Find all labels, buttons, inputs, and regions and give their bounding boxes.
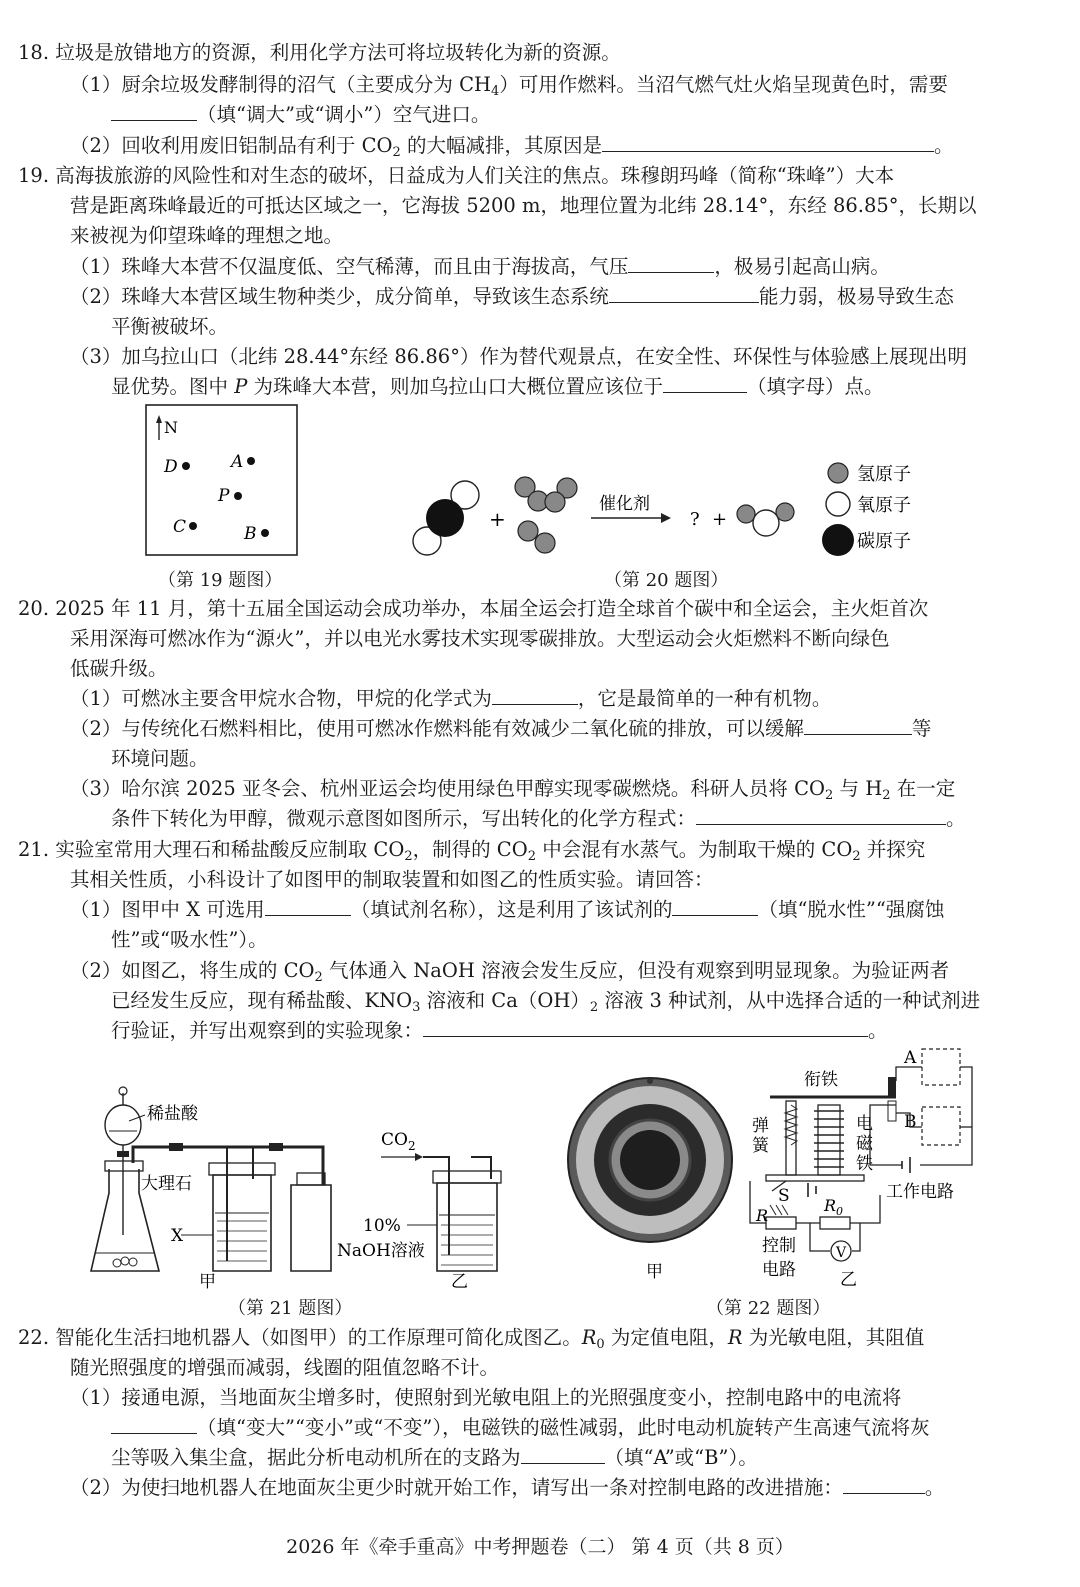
answer-blank[interactable] — [663, 374, 747, 393]
answer-blank[interactable] — [843, 1475, 925, 1494]
apparatus-yi-label: 乙 — [451, 1272, 468, 1290]
answer-blank[interactable] — [609, 284, 759, 303]
answer-blank[interactable] — [265, 897, 351, 916]
point-p-dot — [234, 492, 242, 500]
circuit-yi-label: 乙 — [840, 1270, 857, 1290]
point-c-label: C — [173, 517, 187, 537]
unknown-product: ? — [690, 509, 700, 530]
q20-stem-3: 低碳升级。 — [70, 657, 168, 680]
wire — [920, 1067, 972, 1165]
fixed-resistor-icon — [820, 1217, 850, 1229]
connecting-tube — [253, 1147, 323, 1185]
q18-part2: （2）回收利用废旧铝制品有利于 $CO_2$ 的大幅减排，其原因是 。 — [70, 134, 954, 160]
q20-part3: （3）哈尔滨 2025 亚冬会、杭州亚运会均使用绿色甲醇实现零碳燃烧。科研人员将 $CO_2$ 与 $H_2$ 在一定 — [70, 777, 956, 803]
q19-part1: （1）珠峰大本营不仅温度低、空气稀薄，而且由于海拔高，气压 ，极易引起高山病。 — [70, 255, 890, 278]
reagent-x-label: X — [171, 1226, 184, 1246]
robot-sensor — [647, 1078, 653, 1084]
q21-stem-2: 其相关性质，小科设计了如图甲的制取装置和如图乙的性质实验。请回答： — [70, 868, 714, 891]
point-a-label: A — [231, 452, 244, 472]
answer-blank[interactable] — [423, 1018, 868, 1037]
figure-20-caption: （第 20 题图） — [604, 570, 729, 591]
figure-19-map — [140, 400, 305, 560]
point-b-dot — [261, 529, 269, 537]
q19-stem-1: 19. 高海拔旅游的风险性和对生态的破坏，日益成为人们关注的焦点。珠穆朗玛峰（简称“珠峰”）大本 — [18, 164, 895, 187]
q18-stem: 18. 垃圾是放错地方的资源，利用化学方法可将垃圾转化为新的资源。 — [18, 41, 621, 64]
collecting-bottle — [291, 1185, 331, 1271]
answer-blank[interactable] — [696, 806, 946, 825]
photoresistor-icon — [766, 1217, 796, 1229]
q18-part1: （1）厨余垃圾发酵制得的沼气（主要成分为 $CH_4$）可用作燃料。当沼气燃气灶火焰呈现黄色时，需要 — [70, 73, 948, 99]
q20-stem-1: 20. 2025 年 11 月，第十五届全国运动会成功举办，本届全运会打造全球首个碳中和全运会，主火炬首次 — [18, 597, 929, 620]
washing-bottle — [213, 1175, 271, 1271]
page-footer: 2026 年《牵手重高》中考押题卷（二） 第 4 页（共 8 页） — [286, 1536, 794, 1558]
gas-inlet-tube — [423, 1157, 449, 1255]
light-arrows-icon — [770, 1205, 788, 1215]
point-a-dot — [247, 457, 255, 465]
marble-piece — [129, 1258, 137, 1266]
q22-stem-2: 随光照强度的增强而减弱，线圈的阻值忽略不计。 — [70, 1356, 500, 1379]
point-b-label: B — [244, 524, 257, 544]
work-circuit-label: 工作电路 — [886, 1182, 954, 1202]
flask-stopper — [105, 1161, 143, 1171]
wire — [896, 1067, 922, 1081]
q19-stem-3: 来被视为仰望珠峰的理想之地。 — [70, 224, 344, 247]
point-c-dot — [189, 522, 197, 530]
legend-oxygen-label: 氧原子 — [857, 495, 911, 516]
answer-blank[interactable] — [111, 102, 197, 121]
north-arrowhead-icon — [156, 415, 162, 423]
branch-b-load — [922, 1107, 960, 1145]
figure-21-caption: （第 21 题图） — [228, 1298, 353, 1319]
co2-label: $CO_2$ — [381, 1130, 416, 1153]
point-d-label: D — [164, 457, 178, 477]
q19-stem-2: 营是距离珠峰最近的可抵达区域之一，它海拔 5200 m，地理位置为北纬 28.14°，东经 86.85°，长期以 — [70, 194, 977, 217]
spring-label-1: 弹 — [752, 1116, 769, 1136]
legend-hydrogen-icon — [828, 463, 848, 483]
robot-clean-button — [620, 1130, 680, 1190]
apparatus-jia-label: 甲 — [199, 1272, 216, 1290]
figure-21-apparatus — [85, 1075, 545, 1290]
q21-part1-cont: 性”或“吸水性”）。 — [111, 928, 268, 951]
point-d-dot — [182, 462, 190, 470]
answer-blank[interactable] — [111, 1415, 197, 1434]
branch-a-load — [922, 1049, 960, 1085]
wire — [870, 1105, 902, 1165]
plus-sign: + — [712, 509, 728, 530]
legend-oxygen-icon — [826, 492, 850, 516]
delivery-tube — [133, 1147, 253, 1163]
electromagnet-label-1: 电 — [856, 1114, 873, 1134]
q22-stem-1: 22. 智能化生活扫地机器人（如图甲）的工作原理可简化成图乙。$R_0$ 为定值电阻，R 为光敏电阻，其阻值 — [18, 1326, 925, 1352]
q21-part2-cont: 已经发生反应，现有稀盐酸、$KNO_3$ 溶液和 $Ca(OH)_2$ 溶液 3 种试剂，从中选择合适的一种试剂进 — [111, 989, 981, 1015]
q21-stem-1: 21. 实验室常用大理石和稀盐酸反应制取 $CO_2$，制得的 $CO_2$ 中会混有水蒸气。为制取干燥的 $CO_2$ 并探究 — [18, 838, 926, 864]
answer-blank[interactable] — [602, 133, 934, 152]
north-label: N — [164, 418, 178, 437]
marble-piece — [113, 1259, 121, 1267]
q20-part1: （1）可燃冰主要含甲烷水合物，甲烷的化学式为 ，它是最简单的一种有机物。 — [70, 687, 832, 710]
armature-label: 衔铁 — [804, 1070, 838, 1090]
hydrogen-atom — [545, 492, 565, 512]
figure-22-caption: （第 22 题图） — [706, 1298, 831, 1319]
tube-joint — [169, 1143, 183, 1151]
q19-part3-2: 显优势。图中 P 为珠峰大本营，则加乌拉山口大概位置应该位于 （填字母）点。 — [111, 375, 884, 398]
acid-pointer — [129, 1115, 145, 1121]
hydrogen-atom — [737, 505, 755, 523]
q20-part2-cont: 环境问题。 — [111, 747, 209, 770]
figure-20-molecules — [405, 455, 935, 565]
collecting-bottle-neck — [297, 1173, 325, 1185]
plus-sign: + — [489, 507, 506, 531]
control-label: 控制 — [762, 1236, 796, 1256]
answer-blank[interactable] — [672, 897, 758, 916]
fixed-resistor-label: $R_0$ — [824, 1196, 844, 1218]
answer-blank[interactable] — [492, 686, 578, 705]
q19-part3-1: （3）加乌拉山口（北纬 28.44°东经 86.86°）作为替代观景点，在安全性、环保性与体验感上展现出明 — [70, 345, 967, 368]
photoresistor-label: R — [756, 1206, 769, 1225]
carbon-atom — [426, 499, 464, 537]
naoh-percent-label: 10% — [363, 1216, 401, 1236]
spring-label-2: 簧 — [752, 1136, 769, 1156]
q22-part1-cont: （填“变大”“变小”或“不变”），电磁铁的磁性减弱，此时电动机旋转产生高速气流将灰 — [111, 1415, 930, 1441]
q21-part2-cont2: 行验证，并写出观察到的实验现象： 。 — [111, 1019, 888, 1042]
electromagnet-label-2: 磁 — [856, 1134, 873, 1154]
marble-label: 大理石 — [141, 1174, 192, 1194]
funnel-bulb — [105, 1105, 141, 1145]
q20-part3-cont: 条件下转化为甲醇，微观示意图如图所示，写出转化的化学方程式： 。 — [111, 807, 966, 830]
gas-outlet-tube — [471, 1157, 491, 1179]
contact-a — [888, 1077, 896, 1097]
naoh-bottle — [437, 1183, 497, 1271]
liquid-hatching — [217, 1221, 267, 1261]
washing-bottle-cap — [209, 1163, 275, 1175]
q19-part2-cont: 平衡被破坏。 — [111, 315, 229, 338]
reaction-arrowhead-icon — [661, 513, 671, 523]
circuit-label: 电路 — [762, 1260, 796, 1280]
electromagnet-core — [818, 1105, 840, 1175]
hydrogen-atom — [535, 533, 555, 553]
oxygen-atom — [753, 510, 779, 536]
figure-22-robot-circuit — [560, 1045, 990, 1295]
naoh-solution-label: NaOH溶液 — [337, 1241, 425, 1261]
q22-part1: （1）接通电源，当地面灰尘增多时，使照射到光敏电阻上的光照强度变小，控制电路中的电流将 — [70, 1386, 902, 1409]
spring-icon — [785, 1105, 797, 1145]
answer-blank[interactable] — [628, 254, 714, 273]
q22-part1-cont2: 尘等吸入集尘盒，据此分析电动机所在的支路为 （填“A”或“B”）。 — [111, 1446, 758, 1469]
point-p-label: P — [218, 486, 230, 506]
acid-label: 稀盐酸 — [147, 1104, 198, 1124]
q20-part2: （2）与传统化石燃料相比，使用可燃冰作燃料能有效减少二氧化硫的排放，可以缓解 等 — [70, 717, 932, 740]
q22-part2: （2）为使扫地机器人在地面灰尘更少时就开始工作，请写出一条对控制电路的改进措施： 。 — [70, 1476, 945, 1499]
wire — [852, 1223, 860, 1251]
marble-piece — [121, 1257, 129, 1265]
catalyst-label: 催化剂 — [599, 494, 650, 514]
stopcock-icon — [117, 1151, 129, 1157]
figure-19-caption: （第 19 题图） — [158, 570, 283, 591]
contact-b — [888, 1101, 896, 1121]
q20-stem-2: 采用深海可燃冰作为“源火”，并以电光水雾技术实现零碳排放。大型运动会火炬燃料不断向绿色 — [70, 627, 890, 650]
q21-part2: （2）如图乙，将生成的 $CO_2$ 气体通入 NaOH 溶液会发生反应，但没有观察到明显现象。为验证两者 — [70, 959, 950, 985]
branch-b-label: B — [904, 1112, 917, 1132]
answer-blank[interactable] — [804, 716, 912, 735]
q18-part1-cont: （填“调大”或“调小”）空气进口。 — [111, 102, 490, 128]
legend-carbon-icon — [822, 524, 854, 556]
q21-part1: （1）图甲中 X 可选用 （填试剂名称），这是利用了该试剂的 （填“脱水性”“强腐蚀 — [70, 898, 945, 921]
co2-arrowhead-icon — [415, 1153, 423, 1161]
q19-part2: （2）珠峰大本营区域生物种类少，成分简单，导致该生态系统 能力弱，极易导致生态 — [70, 285, 954, 308]
tube-joint — [269, 1143, 283, 1151]
hydrogen-atom — [518, 521, 538, 541]
robot-jia-label: 甲 — [646, 1262, 663, 1282]
legend-carbon-label: 碳原子 — [857, 531, 911, 552]
branch-a-label: A — [904, 1048, 917, 1068]
legend-hydrogen-label: 氢原子 — [857, 464, 911, 485]
switch-s-label: S — [778, 1186, 790, 1206]
electromagnet-label-3: 铁 — [856, 1154, 873, 1174]
voltmeter-label: V — [836, 1245, 847, 1261]
relay-base — [766, 1175, 864, 1181]
answer-blank[interactable] — [521, 1445, 605, 1464]
